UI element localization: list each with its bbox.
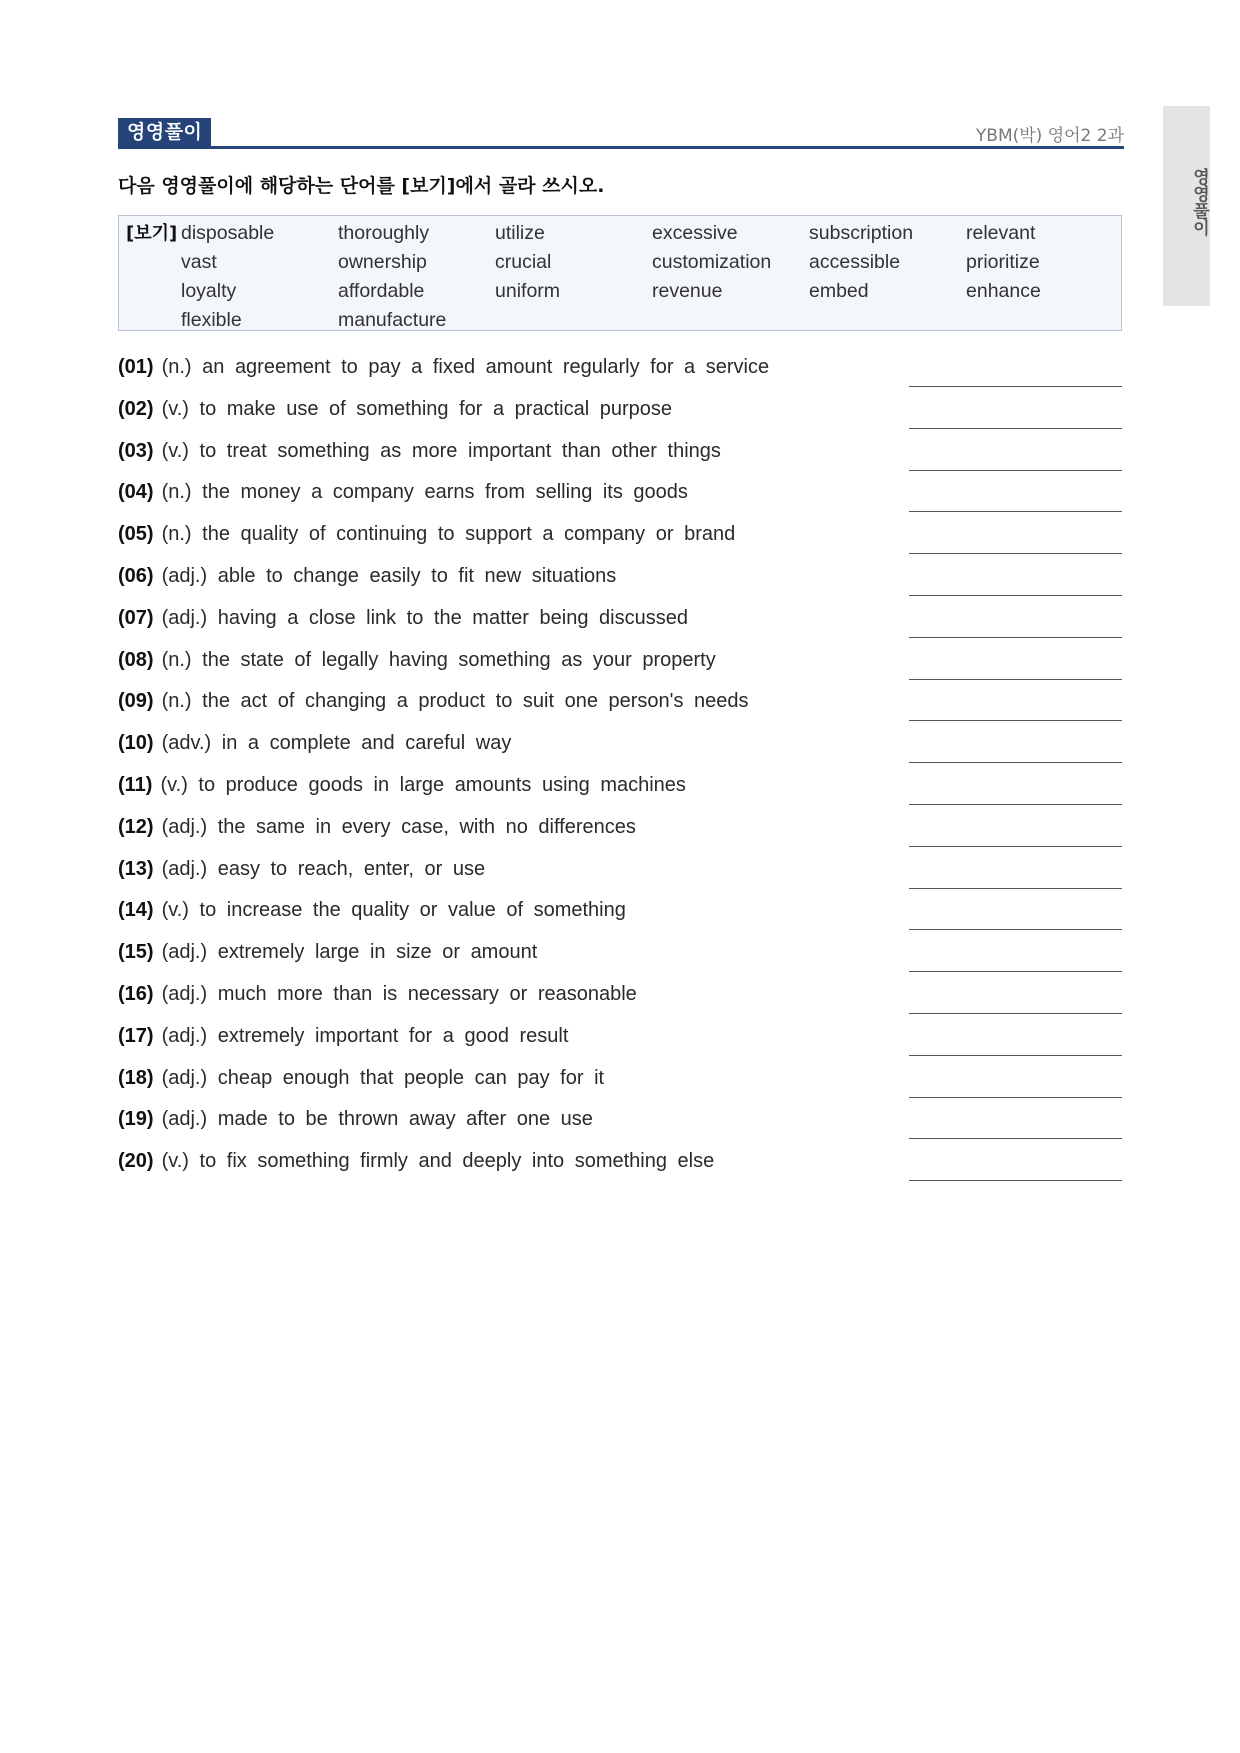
question-definition: (adj.) extremely large in size or amount: [161, 941, 538, 964]
question-row: [118, 983, 1124, 1025]
word-bank-grid: [181, 219, 1121, 335]
side-index-tab: [1163, 106, 1210, 306]
question-definition: (n.) the money a company earns from selling its goods: [161, 481, 688, 504]
question-definition: (v.) to make use of something for a practical purpose: [161, 397, 672, 420]
question-row: [118, 732, 1124, 774]
answer-blank-line[interactable]: [909, 553, 1122, 554]
question-number: (02): [118, 397, 154, 420]
question-row: [118, 565, 1124, 607]
worksheet-header: [118, 118, 1124, 149]
question-number: (03): [118, 439, 154, 462]
word-bank-item: disposable: [181, 222, 275, 244]
answer-blank-line[interactable]: [909, 595, 1122, 596]
question-number: (08): [118, 648, 154, 671]
question-number: (07): [118, 606, 154, 629]
question-number: (12): [118, 815, 154, 838]
word-bank-item: flexible: [181, 309, 242, 331]
answer-blank-line[interactable]: [909, 846, 1122, 847]
answer-blank-line[interactable]: [909, 720, 1122, 721]
question-definition: (n.) the quality of continuing to support a company or brand: [161, 523, 736, 546]
question-row: [118, 774, 1124, 816]
answer-blank-line[interactable]: [909, 1138, 1122, 1139]
word-bank-item: uniform: [495, 280, 561, 302]
answer-blank-line[interactable]: [909, 1013, 1122, 1014]
word-bank-item: thoroughly: [338, 222, 430, 244]
question-definition: (adj.) the same in every case, with no differences: [161, 815, 636, 838]
answer-blank-line[interactable]: [909, 762, 1122, 763]
instruction-text: 다음 영영풀이에 해당하는 단어를 [보기]에서 골라 쓰시오.: [118, 175, 605, 197]
word-bank-item: revenue: [652, 280, 723, 302]
word-bank-item: subscription: [809, 222, 914, 244]
question-row: [118, 941, 1124, 983]
word-bank-item: relevant: [966, 222, 1036, 244]
question-number: (13): [118, 857, 154, 880]
question-number: (04): [118, 481, 154, 504]
question-row: [118, 398, 1124, 440]
question-number: (18): [118, 1066, 154, 1089]
question-number: (17): [118, 1024, 154, 1047]
question-row: [118, 1150, 1124, 1192]
question-number: (09): [118, 690, 154, 713]
question-number: (11): [118, 773, 153, 796]
question-definition: (n.) the state of legally having something as your property: [161, 648, 716, 671]
word-bank-item: customization: [652, 251, 772, 273]
question-definition: (v.) to fix something firmly and deeply into something else: [161, 1150, 715, 1173]
answer-blank-line[interactable]: [909, 804, 1122, 805]
answer-blank-line[interactable]: [909, 428, 1122, 429]
answer-blank-line[interactable]: [909, 971, 1122, 972]
word-bank-item: crucial: [495, 251, 552, 273]
question-row: [118, 1067, 1124, 1109]
section-tag: 영영풀이: [118, 118, 211, 146]
word-bank-box: [118, 215, 1122, 331]
answer-blank-line[interactable]: [909, 470, 1122, 471]
question-definition: (v.) to increase the quality or value of something: [161, 899, 626, 922]
answer-blank-line[interactable]: [909, 679, 1122, 680]
answer-blank-line[interactable]: [909, 1180, 1122, 1181]
question-number: (20): [118, 1150, 154, 1173]
word-bank-item: accessible: [809, 251, 901, 273]
question-definition: (adj.) cheap enough that people can pay for it: [161, 1066, 605, 1089]
question-definition: (v.) to treat something as more important than other things: [161, 439, 721, 462]
question-definition: (adv.) in a complete and careful way: [161, 732, 512, 755]
question-row: [118, 690, 1124, 732]
answer-blank-line[interactable]: [909, 888, 1122, 889]
question-definition: (n.) the act of changing a product to suit one person's needs: [161, 690, 749, 713]
answer-blank-line[interactable]: [909, 386, 1122, 387]
question-number: (14): [118, 899, 154, 922]
question-definition: (n.) an agreement to pay a fixed amount regularly for a service: [161, 356, 770, 378]
question-definition: (adj.) made to be thrown away after one use: [161, 1108, 593, 1131]
word-bank-item: embed: [809, 280, 869, 302]
word-bank-item: prioritize: [966, 251, 1040, 273]
textbook-source: YBM(박) 영어2 2과: [975, 126, 1124, 146]
side-tab-label: 영영풀이: [1189, 168, 1209, 236]
answer-blank-line[interactable]: [909, 1055, 1122, 1056]
question-definition: (adj.) extremely important for a good result: [161, 1024, 569, 1047]
word-bank-item: manufacture: [338, 309, 447, 331]
question-number: (19): [118, 1108, 154, 1131]
answer-blank-line[interactable]: [909, 1097, 1122, 1098]
word-bank-item: affordable: [338, 280, 425, 302]
question-row: [118, 440, 1124, 482]
question-row: [118, 481, 1124, 523]
question-row: [118, 356, 1124, 398]
question-row: [118, 1108, 1124, 1150]
question-definition: (adj.) having a close link to the matter being discussed: [161, 606, 688, 629]
question-number: (15): [118, 941, 154, 964]
question-row: [118, 858, 1124, 900]
answer-blank-line[interactable]: [909, 929, 1122, 930]
question-list: [118, 356, 1124, 1192]
word-bank-label: [보기]: [126, 223, 178, 244]
question-definition: (v.) to produce goods in large amounts using machines: [160, 773, 686, 796]
question-number: (16): [118, 982, 154, 1005]
word-bank-item: enhance: [966, 280, 1041, 302]
word-bank-item: excessive: [652, 222, 738, 244]
question-definition: (adj.) much more than is necessary or reasonable: [161, 982, 637, 1005]
question-row: [118, 816, 1124, 858]
word-bank-item: loyalty: [181, 280, 237, 302]
question-row: [118, 649, 1124, 691]
question-row: [118, 899, 1124, 941]
question-number: (01): [118, 356, 154, 378]
question-definition: (adj.) easy to reach, enter, or use: [161, 857, 486, 880]
question-number: (06): [118, 564, 154, 587]
question-number: (05): [118, 523, 154, 546]
question-number: (10): [118, 732, 154, 755]
answer-blank-line[interactable]: [909, 637, 1122, 638]
answer-blank-line[interactable]: [909, 511, 1122, 512]
question-row: [118, 523, 1124, 565]
question-row: [118, 1025, 1124, 1067]
word-bank-item: ownership: [338, 251, 427, 273]
word-bank-item: utilize: [495, 222, 545, 244]
question-definition: (adj.) able to change easily to fit new situations: [161, 564, 617, 587]
question-row: [118, 607, 1124, 649]
word-bank-item: vast: [181, 251, 217, 273]
